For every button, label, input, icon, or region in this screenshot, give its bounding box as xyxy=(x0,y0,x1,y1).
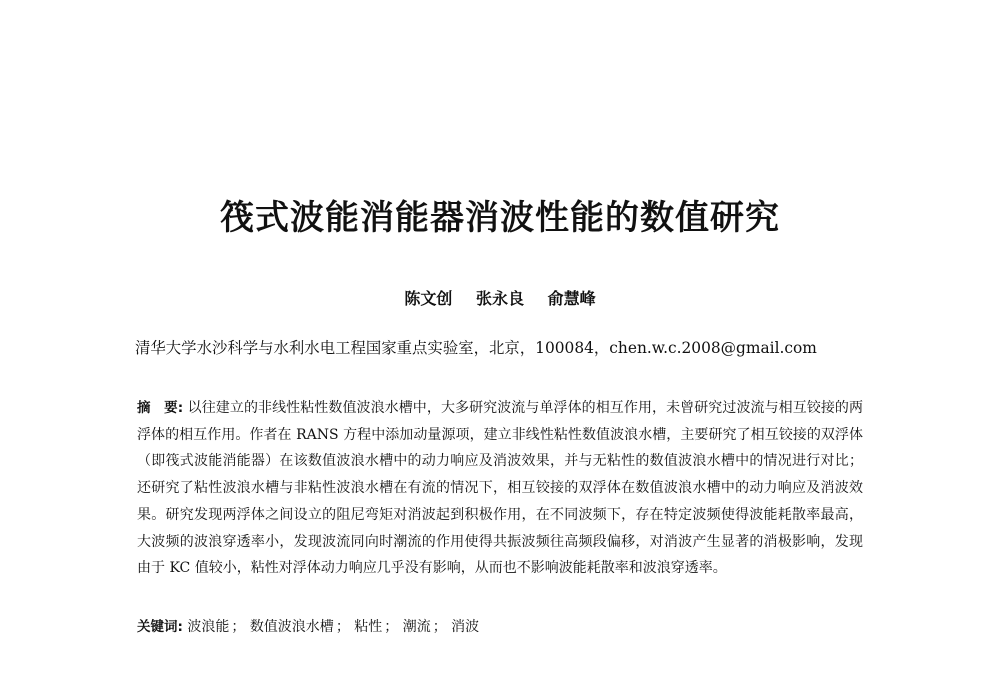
author-3: 俞慧峰 xyxy=(547,289,596,308)
keyword-item: 粘性 xyxy=(354,619,383,635)
keywords xyxy=(137,615,863,639)
keywords-label: 关键词: xyxy=(137,619,183,635)
author-list xyxy=(0,287,1000,311)
abstract-text: 以往建立的非线性粘性数值波浪水槽中，大多研究波流与单浮体的相互作用，未曾研究过波流与相互铰接的两浮体的相互作用。作者在 RANS 方程中添加动量源项，建立非线性粘性数值波浪水槽，主要研究了相互铰接的双浮体（即筏式波能消能器）在该数值波浪水槽中的动力响应及消波效果，并与无粘性的数值波浪水槽中的情况进行对比；还研究了粘性波浪水槽与非粘性波浪水槽在有流的情况下，相互铰接的双浮体在数值波浪水槽中的动力响应及消波效果。研究发现两浮体之间设立的阻尼弯矩对消波起到积极作用，在不同波频下，存在特定波频使得波能耗散率最高，大波频的波浪穿透率小，发现波流同向时潮流的作用使得共振波频往高频段偏移，对消波产生显著的消极影响，发现由于 KC 值较小，粘性对浮体动力响应几乎没有影响，从而也不影响波能耗散率和波浪穿透率。 xyxy=(137,400,864,577)
abstract-label: 摘 要: xyxy=(137,400,184,416)
keyword-item: 潮流 xyxy=(402,619,431,635)
keyword-separator: ； xyxy=(231,619,246,635)
keyword-item: 数值波浪水槽 xyxy=(249,619,334,635)
paper-title: 筏式波能消能器消波性能的数值研究 xyxy=(220,198,780,238)
keyword-separator: ； xyxy=(384,619,399,635)
keyword-separator: ； xyxy=(335,619,350,635)
abstract xyxy=(137,395,863,582)
author-2: 张永良 xyxy=(475,289,524,308)
keyword-item: 波浪能 xyxy=(187,619,230,635)
keyword-item: 消波 xyxy=(451,619,480,635)
keyword-separator: ； xyxy=(432,619,447,635)
author-1: 陈文创 xyxy=(404,289,453,308)
affiliation: 清华大学水沙科学与水利水电工程国家重点实验室，北京，100084，chen.w.c.2008@gmail.com xyxy=(135,339,817,357)
